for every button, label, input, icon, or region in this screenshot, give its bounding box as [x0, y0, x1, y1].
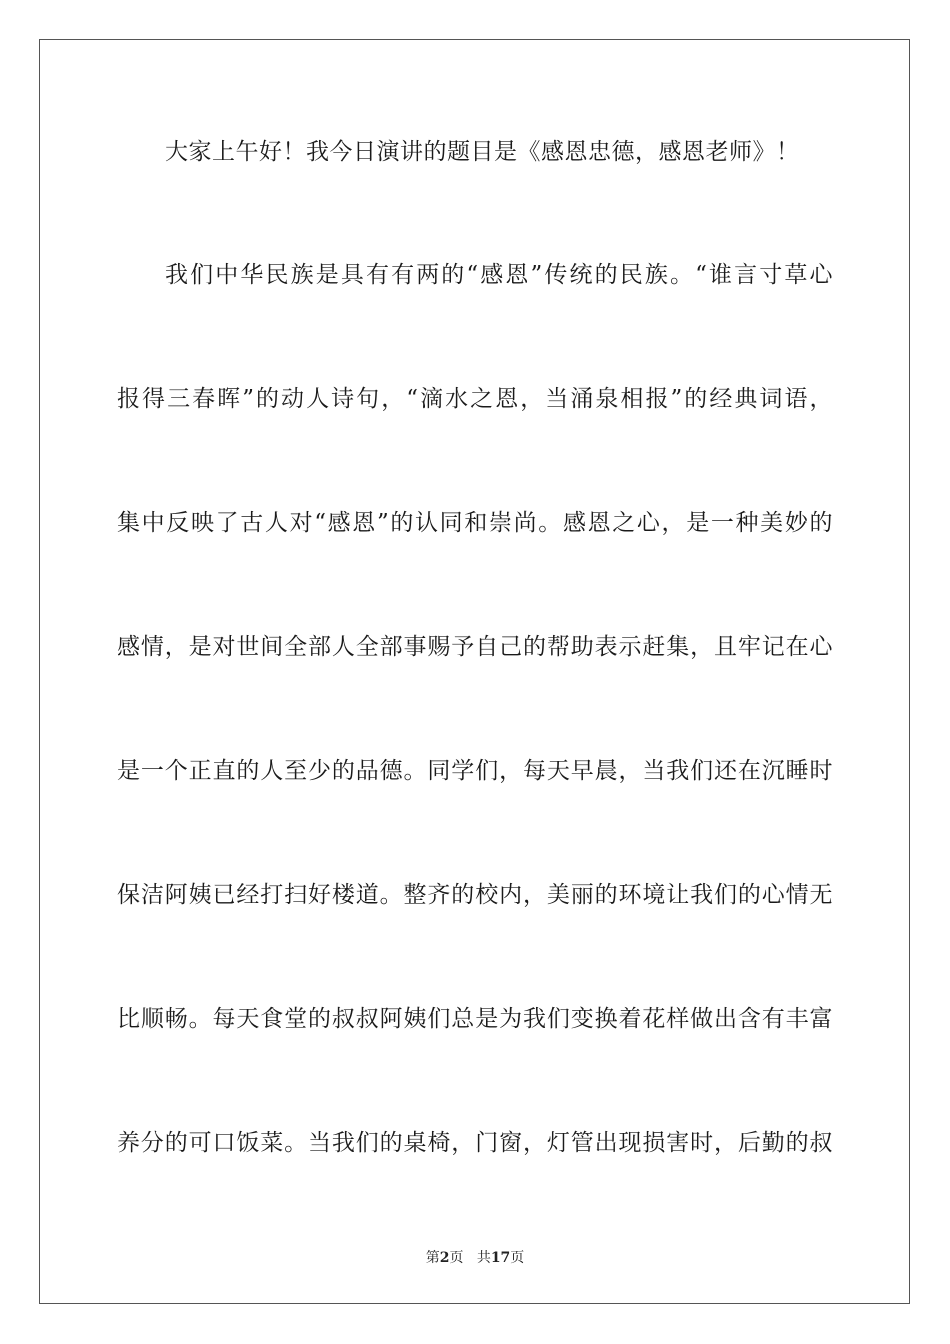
paragraph-line: 报得三春晖”的动人诗句，“滴水之恩，当涌泉相报”的经典词语， — [117, 386, 833, 412]
paragraph-line: 集中反映了古人对“感恩”的认同和崇尚。感恩之心，是一种美妙的 — [117, 510, 833, 536]
paragraph-line: 是一个正直的人至少的品德。同学们，每天早晨，当我们还在沉睡时 — [117, 758, 833, 784]
paragraph-line: 养分的可口饭菜。当我们的桌椅，门窗，灯管出现损害时，后勤的叔 — [117, 1130, 833, 1156]
page-label: 第2页 — [425, 1250, 464, 1266]
page-footer — [0, 1249, 950, 1267]
greeting-line: 大家上午好！我今日演讲的题目是《感恩忠德，感恩老师》！ — [165, 139, 800, 165]
paragraph-line: 保洁阿姨已经打扫好楼道。整齐的校内，美丽的环境让我们的心情无 — [117, 882, 833, 908]
total-pages-label: 共17页 — [476, 1250, 525, 1266]
paragraph-line: 我们中华民族是具有有两的“感恩”传统的民族。“谁言寸草心 — [165, 262, 833, 288]
paragraph-line: 感情，是对世间全部人全部事赐予自己的帮助表示赶集，且牢记在心 — [117, 634, 833, 660]
paragraph-line: 比顺畅。每天食堂的叔叔阿姨们总是为我们变换着花样做出含有丰富 — [117, 1006, 833, 1032]
page-border — [39, 39, 910, 1304]
